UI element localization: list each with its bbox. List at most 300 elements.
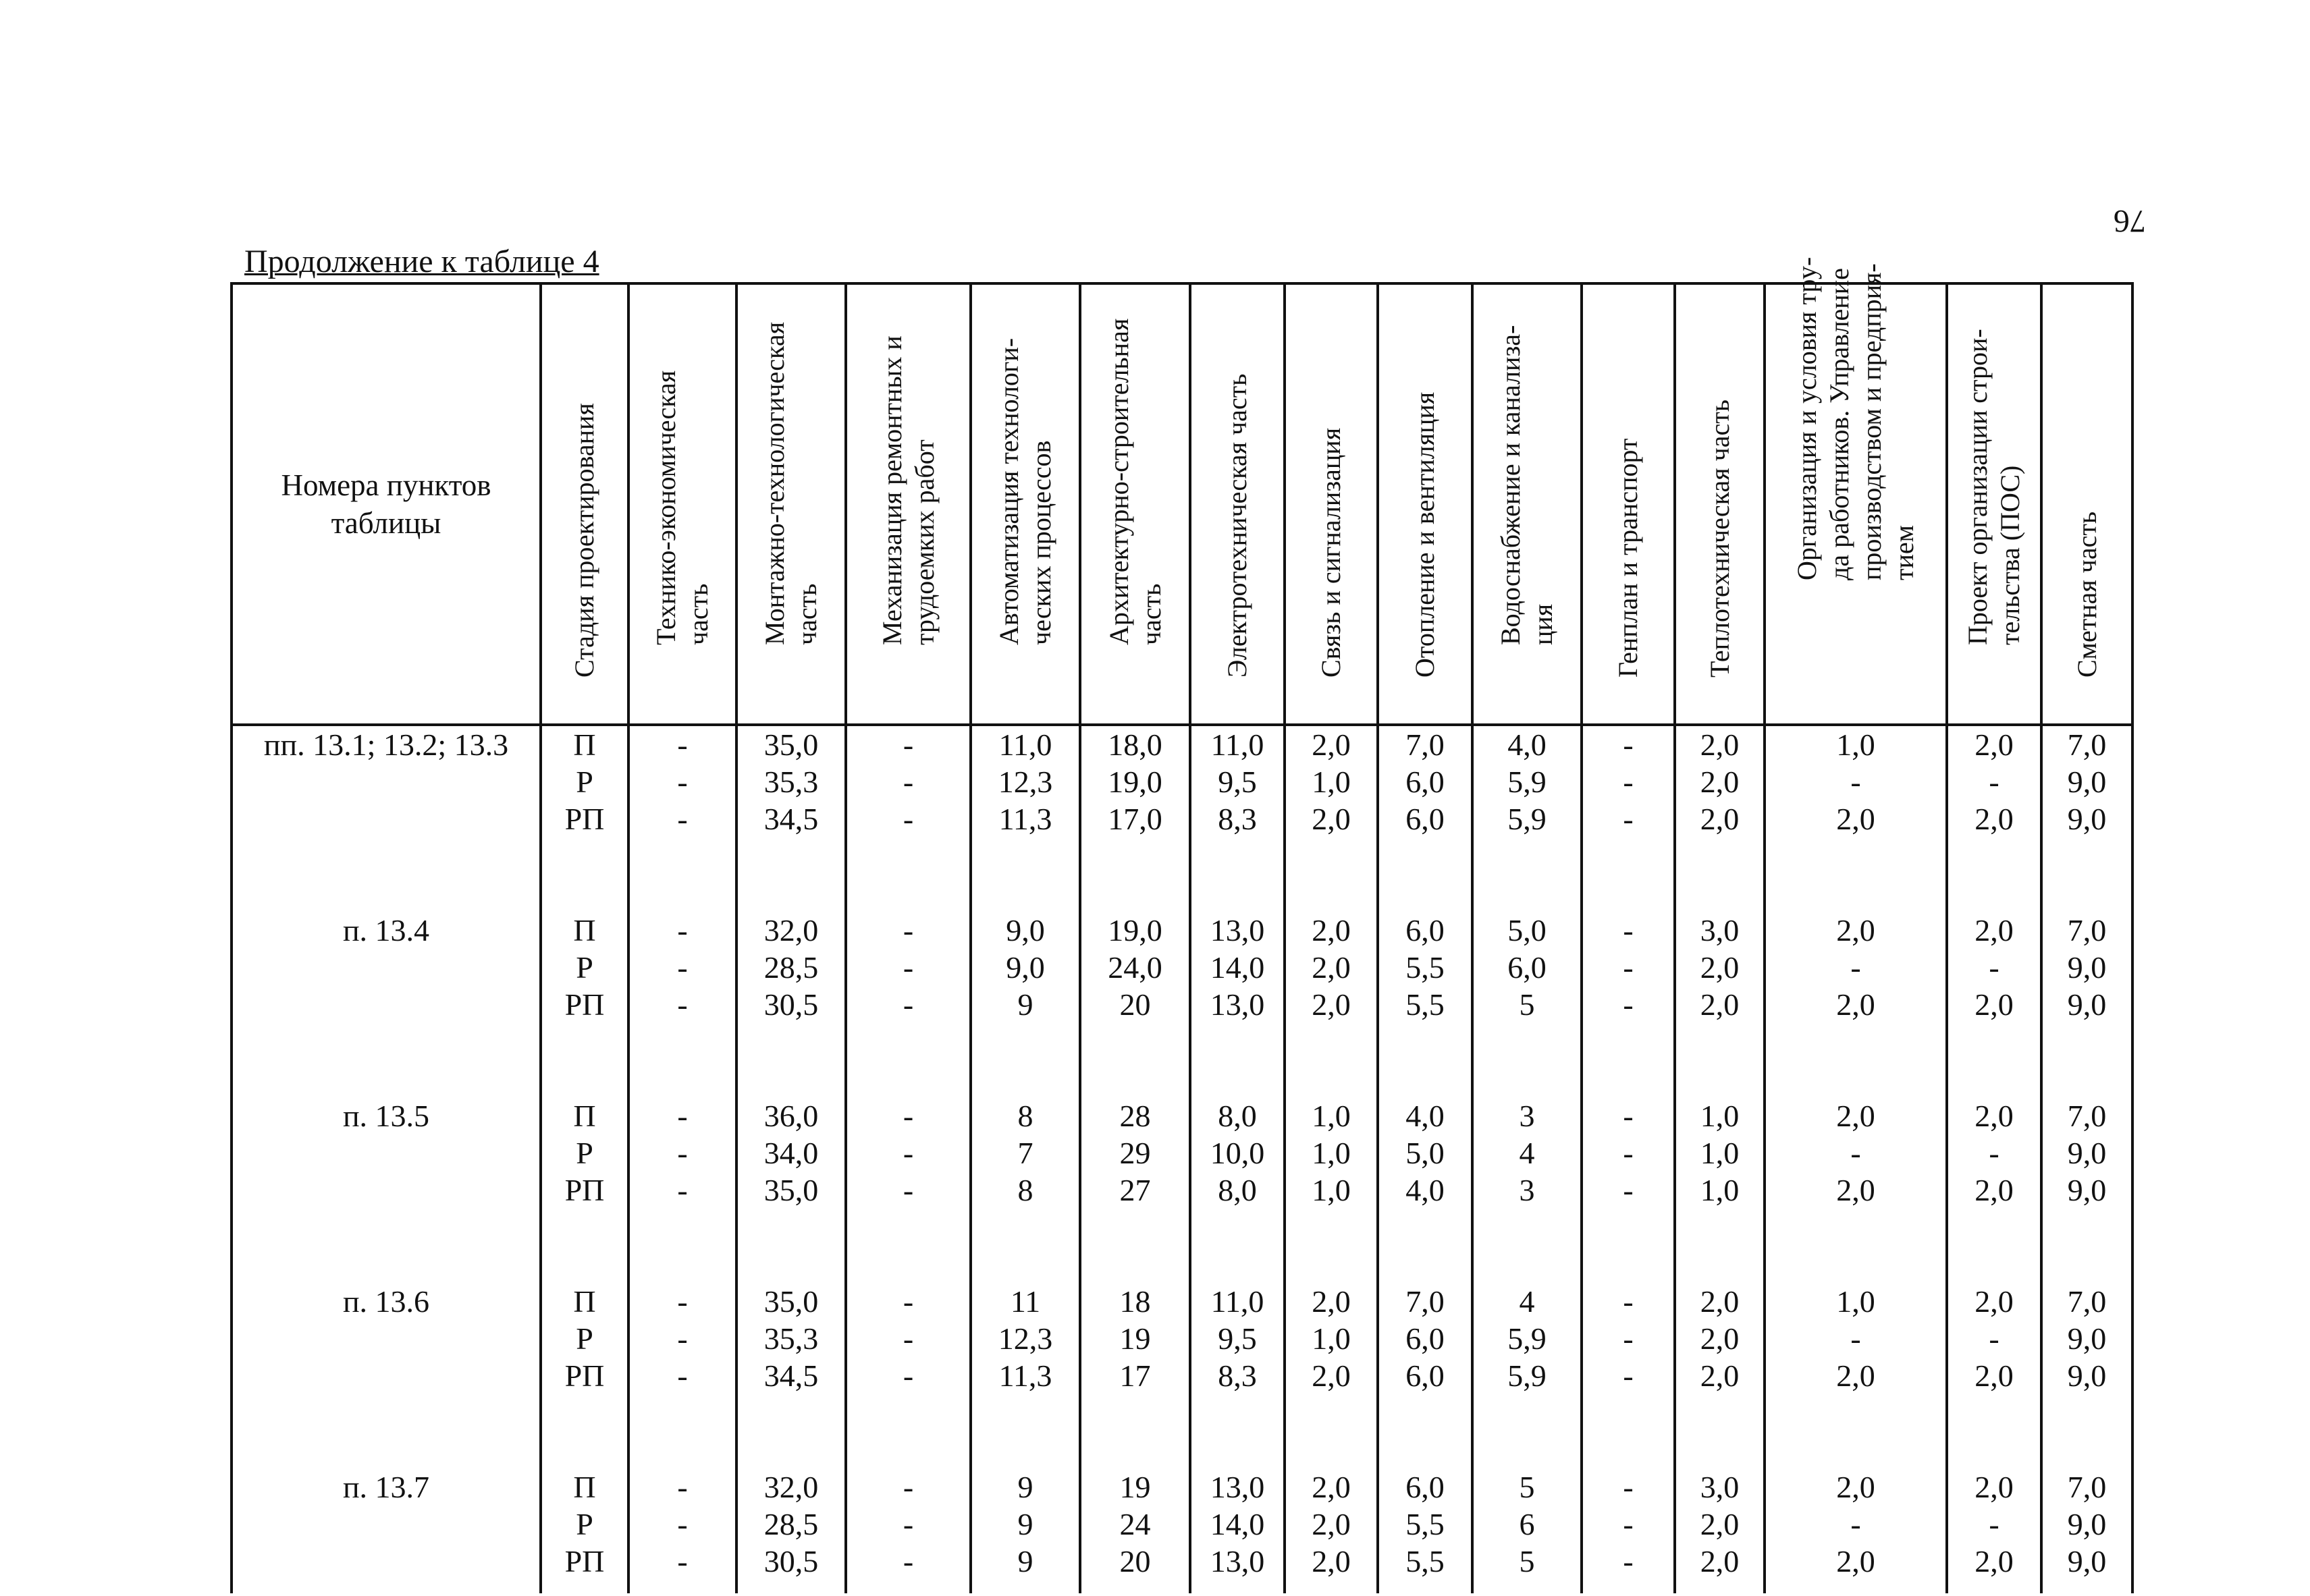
value-cell: 30,5 bbox=[736, 986, 846, 1023]
value-cell: 13,0 bbox=[1190, 986, 1285, 1023]
value-cell: - bbox=[846, 1506, 971, 1543]
column-header-line: часть bbox=[792, 583, 822, 645]
column-header-line: Отопление и вентиляция bbox=[1409, 391, 1440, 678]
spacer-cell bbox=[1285, 1209, 1378, 1283]
value-cell: 10,0 bbox=[1190, 1134, 1285, 1172]
column-header bbox=[971, 283, 1080, 725]
value-cell: 19,0 bbox=[1080, 763, 1190, 800]
value-cell: 3 bbox=[1472, 1172, 1582, 1209]
value-cell: 34,5 bbox=[736, 1357, 846, 1394]
spacer-cell bbox=[541, 1580, 628, 1593]
spacer-cell bbox=[1947, 1394, 2041, 1468]
value-cell: - bbox=[846, 1134, 971, 1172]
value-cell: - bbox=[846, 725, 971, 763]
value-cell: 2,0 bbox=[1675, 949, 1765, 986]
table-row bbox=[232, 800, 2132, 837]
spacer-cell bbox=[1378, 1023, 1472, 1097]
value-cell: 17,0 bbox=[1080, 800, 1190, 837]
value-cell: - bbox=[1582, 800, 1675, 837]
value-cell: 5,5 bbox=[1378, 1543, 1472, 1580]
spacer-cell bbox=[232, 1580, 541, 1593]
stage-cell: Р bbox=[541, 1506, 628, 1543]
value-cell: 18,0 bbox=[1080, 725, 1190, 763]
value-cell: 3,0 bbox=[1675, 912, 1765, 949]
value-cell: 8,3 bbox=[1190, 800, 1285, 837]
table-row bbox=[232, 1506, 2132, 1543]
spacer-cell bbox=[736, 1209, 846, 1283]
value-cell: 2,0 bbox=[1765, 1097, 1947, 1134]
column-header-text bbox=[759, 322, 824, 645]
value-cell: 2,0 bbox=[1285, 725, 1378, 763]
value-cell: - bbox=[1582, 1506, 1675, 1543]
column-header-line: Проект организации строи- bbox=[1962, 329, 1993, 645]
spacer-cell bbox=[1378, 1394, 1472, 1468]
value-cell: 18 bbox=[1080, 1283, 1190, 1320]
value-cell: 13,0 bbox=[1190, 1468, 1285, 1506]
value-cell: 2,0 bbox=[1285, 912, 1378, 949]
value-cell: 5,0 bbox=[1378, 1134, 1472, 1172]
row-point-label bbox=[232, 1357, 541, 1394]
row-point-label bbox=[232, 800, 541, 837]
spacer-cell bbox=[1285, 1394, 1378, 1468]
spacer-cell bbox=[541, 837, 628, 912]
value-cell: 8 bbox=[971, 1097, 1080, 1134]
spacer-cell bbox=[1765, 837, 1947, 912]
row-point-label bbox=[232, 1320, 541, 1357]
value-cell: 11,0 bbox=[1190, 725, 1285, 763]
value-cell: 20 bbox=[1080, 986, 1190, 1023]
spacer-cell bbox=[736, 837, 846, 912]
column-header-text bbox=[876, 335, 941, 645]
stage-cell: Р bbox=[541, 949, 628, 986]
column-header bbox=[628, 283, 736, 725]
value-cell: 2,0 bbox=[1947, 1357, 2041, 1394]
spacer-cell bbox=[846, 1023, 971, 1097]
spacer-cell bbox=[1582, 1023, 1675, 1097]
value-cell: - bbox=[846, 800, 971, 837]
value-cell: - bbox=[628, 986, 736, 1023]
spacer-cell bbox=[2041, 1394, 2132, 1468]
spacer-cell bbox=[541, 1023, 628, 1097]
value-cell: 11,0 bbox=[971, 725, 1080, 763]
value-cell: 2,0 bbox=[1675, 725, 1765, 763]
value-cell: 2,0 bbox=[1947, 986, 2041, 1023]
value-cell: 2,0 bbox=[1285, 1506, 1378, 1543]
value-cell: 11 bbox=[971, 1283, 1080, 1320]
value-cell: 1,0 bbox=[1675, 1097, 1765, 1134]
spacer-cell bbox=[846, 1394, 971, 1468]
value-cell: 34,5 bbox=[736, 800, 846, 837]
value-cell: - bbox=[1947, 763, 2041, 800]
value-cell: 5,9 bbox=[1472, 763, 1582, 800]
spacer-cell bbox=[1080, 1209, 1190, 1283]
value-cell: 7,0 bbox=[2041, 1468, 2132, 1506]
value-cell: 2,0 bbox=[1675, 986, 1765, 1023]
value-cell: 6,0 bbox=[1378, 800, 1472, 837]
stage-cell: Р bbox=[541, 1320, 628, 1357]
column-header-text bbox=[1704, 400, 1736, 678]
value-cell: - bbox=[1582, 1357, 1675, 1394]
value-cell: - bbox=[628, 1097, 736, 1134]
table-row bbox=[232, 1468, 2132, 1506]
value-cell: - bbox=[628, 1172, 736, 1209]
value-cell: - bbox=[628, 1506, 736, 1543]
value-cell: 2,0 bbox=[1675, 1357, 1765, 1394]
header-points-line: Номера пунктов bbox=[281, 468, 491, 502]
value-cell: 35,3 bbox=[736, 763, 846, 800]
value-cell: - bbox=[628, 949, 736, 986]
column-header-line: часть bbox=[683, 583, 714, 645]
spacer-cell bbox=[2041, 1209, 2132, 1283]
table-row bbox=[232, 1172, 2132, 1209]
spacer-cell bbox=[1190, 1209, 1285, 1283]
value-cell: 2,0 bbox=[1765, 1468, 1947, 1506]
value-cell: 9,0 bbox=[2041, 763, 2132, 800]
row-point-label bbox=[232, 949, 541, 986]
spacer-cell bbox=[971, 1580, 1080, 1593]
value-cell: - bbox=[628, 725, 736, 763]
value-cell: - bbox=[1765, 1320, 1947, 1357]
column-header-line: Монтажно-технологическая bbox=[759, 321, 790, 645]
value-cell: 2,0 bbox=[1675, 1320, 1765, 1357]
value-cell: 7,0 bbox=[1378, 1283, 1472, 1320]
value-cell: 13,0 bbox=[1190, 1543, 1285, 1580]
value-cell: - bbox=[1947, 949, 2041, 986]
value-cell: 24 bbox=[1080, 1506, 1190, 1543]
spacer-cell bbox=[1675, 1023, 1765, 1097]
group-spacer bbox=[232, 1023, 2132, 1097]
value-cell: 28 bbox=[1080, 1097, 1190, 1134]
column-header bbox=[1947, 283, 2041, 725]
spacer-cell bbox=[1472, 1023, 1582, 1097]
value-cell: 32,0 bbox=[736, 1468, 846, 1506]
value-cell: 4,0 bbox=[1378, 1172, 1472, 1209]
spacer-cell bbox=[1080, 837, 1190, 912]
group-spacer bbox=[232, 1394, 2132, 1468]
column-header-text bbox=[568, 403, 601, 678]
column-header bbox=[1190, 283, 1285, 725]
row-point-label bbox=[232, 1172, 541, 1209]
value-cell: 8,3 bbox=[1190, 1357, 1285, 1394]
spacer-cell bbox=[1675, 1209, 1765, 1283]
column-header-text bbox=[1315, 428, 1347, 678]
column-header-line: тием bbox=[1889, 525, 1919, 580]
value-cell: 2,0 bbox=[1765, 1543, 1947, 1580]
value-cell: 2,0 bbox=[1285, 800, 1378, 837]
value-cell: 2,0 bbox=[1285, 1283, 1378, 1320]
column-header-line: Водоснабжение и канализа- bbox=[1495, 325, 1526, 645]
value-cell: 2,0 bbox=[1765, 800, 1947, 837]
spacer-cell bbox=[1378, 837, 1472, 912]
table-body bbox=[232, 725, 2132, 1593]
value-cell: 27 bbox=[1080, 1172, 1190, 1209]
value-cell: 2,0 bbox=[1675, 763, 1765, 800]
value-cell: 6 bbox=[1472, 1506, 1582, 1543]
value-cell: 9 bbox=[971, 1506, 1080, 1543]
value-cell: 5,9 bbox=[1472, 1320, 1582, 1357]
value-cell: 2,0 bbox=[1947, 725, 2041, 763]
value-cell: 5,9 bbox=[1472, 1357, 1582, 1394]
table-row bbox=[232, 986, 2132, 1023]
value-cell: 6,0 bbox=[1472, 949, 1582, 986]
spacer-cell bbox=[971, 1023, 1080, 1097]
stage-cell: П bbox=[541, 912, 628, 949]
value-cell: 32,0 bbox=[736, 912, 846, 949]
value-cell: 2,0 bbox=[1675, 1506, 1765, 1543]
group-spacer bbox=[232, 1209, 2132, 1283]
value-cell: 6,0 bbox=[1378, 1357, 1472, 1394]
table-row bbox=[232, 1134, 2132, 1172]
value-cell: - bbox=[628, 1320, 736, 1357]
value-cell: 2,0 bbox=[1947, 1468, 2041, 1506]
column-header-line: Автоматизация технологи- bbox=[994, 337, 1024, 645]
value-cell: 4 bbox=[1472, 1134, 1582, 1172]
value-cell: - bbox=[1582, 1097, 1675, 1134]
value-cell: 11,3 bbox=[971, 800, 1080, 837]
row-point-label bbox=[232, 986, 541, 1023]
spacer-cell bbox=[1765, 1209, 1947, 1283]
value-cell: 2,0 bbox=[1285, 1543, 1378, 1580]
group-spacer bbox=[232, 1580, 2132, 1593]
spacer-cell bbox=[736, 1023, 846, 1097]
value-cell: 7,0 bbox=[2041, 1097, 2132, 1134]
value-cell: - bbox=[1582, 1283, 1675, 1320]
spacer-cell bbox=[1472, 1209, 1582, 1283]
stage-cell: Р bbox=[541, 1134, 628, 1172]
spacer-cell bbox=[1675, 1394, 1765, 1468]
spacer-cell bbox=[1765, 1023, 1947, 1097]
spacer-cell bbox=[1582, 1209, 1675, 1283]
column-header bbox=[846, 283, 971, 725]
value-cell: - bbox=[846, 1357, 971, 1394]
spacer-cell bbox=[1378, 1209, 1472, 1283]
value-cell: - bbox=[846, 763, 971, 800]
value-cell: 1,0 bbox=[1765, 1283, 1947, 1320]
spacer-cell bbox=[1190, 1394, 1285, 1468]
table-row bbox=[232, 949, 2132, 986]
value-cell: 5 bbox=[1472, 1543, 1582, 1580]
value-cell: 1,0 bbox=[1675, 1172, 1765, 1209]
spacer-cell bbox=[1582, 1580, 1675, 1593]
value-cell: - bbox=[1582, 986, 1675, 1023]
spacer-cell bbox=[628, 1394, 736, 1468]
value-cell: 7,0 bbox=[2041, 725, 2132, 763]
value-cell: 28,5 bbox=[736, 1506, 846, 1543]
spacer-cell bbox=[1190, 1580, 1285, 1593]
value-cell: 8,0 bbox=[1190, 1097, 1285, 1134]
stage-cell: РП bbox=[541, 986, 628, 1023]
value-cell: 9,0 bbox=[971, 949, 1080, 986]
row-point-label bbox=[232, 1506, 541, 1543]
value-cell: 1,0 bbox=[1765, 725, 1947, 763]
spacer-cell bbox=[2041, 1023, 2132, 1097]
spacer-cell bbox=[1582, 837, 1675, 912]
value-cell: 2,0 bbox=[1947, 800, 2041, 837]
value-cell: - bbox=[628, 1357, 736, 1394]
column-header-text bbox=[1103, 319, 1168, 645]
value-cell: 9 bbox=[971, 1543, 1080, 1580]
spacer-cell bbox=[1080, 1394, 1190, 1468]
value-cell: 12,3 bbox=[971, 763, 1080, 800]
spacer-cell bbox=[232, 837, 541, 912]
spacer-cell bbox=[1080, 1023, 1190, 1097]
spacer-cell bbox=[1472, 837, 1582, 912]
stage-cell: П bbox=[541, 725, 628, 763]
column-header-text bbox=[2071, 512, 2103, 678]
value-cell: 9,0 bbox=[2041, 1172, 2132, 1209]
value-cell: 2,0 bbox=[1285, 1357, 1378, 1394]
column-header-text bbox=[650, 370, 715, 645]
row-point-label bbox=[232, 763, 541, 800]
spacer-cell bbox=[628, 837, 736, 912]
value-cell: - bbox=[628, 763, 736, 800]
row-point-label: пп. 13.1; 13.2; 13.3 bbox=[232, 725, 541, 763]
spacer-cell bbox=[1285, 1580, 1378, 1593]
value-cell: - bbox=[1582, 1468, 1675, 1506]
column-header bbox=[1080, 283, 1190, 725]
table-row bbox=[232, 725, 2132, 763]
spacer-cell bbox=[1285, 837, 1378, 912]
row-point-label: п. 13.5 bbox=[232, 1097, 541, 1134]
column-header-line: ческих процессов bbox=[1026, 440, 1056, 645]
value-cell: - bbox=[1765, 949, 1947, 986]
value-cell: - bbox=[1582, 763, 1675, 800]
value-cell: 4 bbox=[1472, 1283, 1582, 1320]
value-cell: 30,5 bbox=[736, 1543, 846, 1580]
spacer-cell bbox=[1378, 1580, 1472, 1593]
value-cell: 9,0 bbox=[2041, 949, 2132, 986]
spacer-cell bbox=[628, 1023, 736, 1097]
value-cell: 2,0 bbox=[1765, 912, 1947, 949]
value-cell: 9,0 bbox=[2041, 800, 2132, 837]
spacer-cell bbox=[971, 837, 1080, 912]
value-cell: - bbox=[1582, 725, 1675, 763]
value-cell: 9,5 bbox=[1190, 1320, 1285, 1357]
value-cell: 11,0 bbox=[1190, 1283, 1285, 1320]
value-cell: 1,0 bbox=[1285, 1134, 1378, 1172]
value-cell: 35,0 bbox=[736, 725, 846, 763]
value-cell: - bbox=[846, 1468, 971, 1506]
column-header-line: Связь и сигнализация bbox=[1316, 427, 1346, 678]
value-cell: 2,0 bbox=[1675, 800, 1765, 837]
table-row bbox=[232, 1357, 2132, 1394]
value-cell: 4,0 bbox=[1472, 725, 1582, 763]
value-cell: 6,0 bbox=[1378, 1468, 1472, 1506]
value-cell: 2,0 bbox=[1947, 1172, 2041, 1209]
value-cell: - bbox=[846, 949, 971, 986]
value-cell: - bbox=[628, 1283, 736, 1320]
header-points bbox=[232, 283, 541, 725]
value-cell: 5,5 bbox=[1378, 949, 1472, 986]
value-cell: - bbox=[1765, 1134, 1947, 1172]
column-header-line: да работников. Управление bbox=[1824, 268, 1854, 580]
spacer-cell bbox=[971, 1209, 1080, 1283]
value-cell: 9 bbox=[971, 1468, 1080, 1506]
value-cell: - bbox=[1765, 1506, 1947, 1543]
value-cell: - bbox=[1582, 1543, 1675, 1580]
spacer-cell bbox=[1080, 1580, 1190, 1593]
spacer-cell bbox=[628, 1580, 736, 1593]
value-cell: 14,0 bbox=[1190, 1506, 1285, 1543]
value-cell: 28,5 bbox=[736, 949, 846, 986]
column-header bbox=[1472, 283, 1582, 725]
row-point-label: п. 13.4 bbox=[232, 912, 541, 949]
value-cell: 14,0 bbox=[1190, 949, 1285, 986]
stage-cell: П bbox=[541, 1468, 628, 1506]
value-cell: 29 bbox=[1080, 1134, 1190, 1172]
value-cell: 2,0 bbox=[1285, 1468, 1378, 1506]
value-cell: 2,0 bbox=[1947, 1097, 2041, 1134]
spacer-cell bbox=[736, 1394, 846, 1468]
value-cell: 9,0 bbox=[2041, 1134, 2132, 1172]
stage-cell: РП bbox=[541, 1543, 628, 1580]
value-cell: - bbox=[1582, 1172, 1675, 1209]
spacer-cell bbox=[971, 1394, 1080, 1468]
value-cell: 9,0 bbox=[2041, 1543, 2132, 1580]
value-cell: 35,0 bbox=[736, 1172, 846, 1209]
value-cell: - bbox=[1582, 1134, 1675, 1172]
value-cell: - bbox=[1582, 1320, 1675, 1357]
column-header-line: Теплотехническая часть bbox=[1704, 400, 1735, 678]
value-cell: 24,0 bbox=[1080, 949, 1190, 986]
spacer-cell bbox=[1190, 837, 1285, 912]
table-row bbox=[232, 912, 2132, 949]
value-cell: 2,0 bbox=[1285, 949, 1378, 986]
spacer-cell bbox=[1947, 837, 2041, 912]
spacer-cell bbox=[1947, 1209, 2041, 1283]
column-header-line: Сметная часть bbox=[2071, 511, 2102, 678]
value-cell: 2,0 bbox=[1675, 1283, 1765, 1320]
row-point-label bbox=[232, 1134, 541, 1172]
value-cell: 9,0 bbox=[2041, 1320, 2132, 1357]
value-cell: 6,0 bbox=[1378, 912, 1472, 949]
value-cell: 9,5 bbox=[1190, 763, 1285, 800]
column-header-line: ция bbox=[1528, 603, 1558, 645]
value-cell: 2,0 bbox=[1947, 1543, 2041, 1580]
value-cell: 4,0 bbox=[1378, 1097, 1472, 1134]
value-cell: - bbox=[628, 1134, 736, 1172]
value-cell: 1,0 bbox=[1285, 763, 1378, 800]
column-header-line: трудоемких работ bbox=[909, 439, 940, 645]
column-header-line: тельства (ПОС) bbox=[1995, 465, 2025, 645]
value-cell: - bbox=[846, 912, 971, 949]
value-cell: - bbox=[1947, 1134, 2041, 1172]
value-cell: - bbox=[846, 1320, 971, 1357]
value-cell: 5,5 bbox=[1378, 1506, 1472, 1543]
column-header-text bbox=[1495, 325, 1559, 645]
stage-cell: РП bbox=[541, 1172, 628, 1209]
column-header bbox=[1582, 283, 1675, 725]
value-cell: 6,0 bbox=[1378, 763, 1472, 800]
value-cell: 3,0 bbox=[1675, 1468, 1765, 1506]
column-header-text bbox=[1612, 439, 1644, 678]
spacer-cell bbox=[2041, 837, 2132, 912]
column-header-text bbox=[1221, 374, 1254, 678]
value-cell: 5,9 bbox=[1472, 800, 1582, 837]
value-cell: 5,5 bbox=[1378, 986, 1472, 1023]
value-cell: - bbox=[628, 1468, 736, 1506]
spacer-cell bbox=[541, 1209, 628, 1283]
column-header-line: Стадия проектирования bbox=[569, 403, 599, 678]
table-row bbox=[232, 1543, 2132, 1580]
value-cell: - bbox=[1582, 912, 1675, 949]
column-header bbox=[736, 283, 846, 725]
value-cell: 13,0 bbox=[1190, 912, 1285, 949]
page-number: 76 bbox=[2114, 203, 2146, 239]
spacer-cell bbox=[1947, 1580, 2041, 1593]
value-cell: 7 bbox=[971, 1134, 1080, 1172]
table-row bbox=[232, 763, 2132, 800]
